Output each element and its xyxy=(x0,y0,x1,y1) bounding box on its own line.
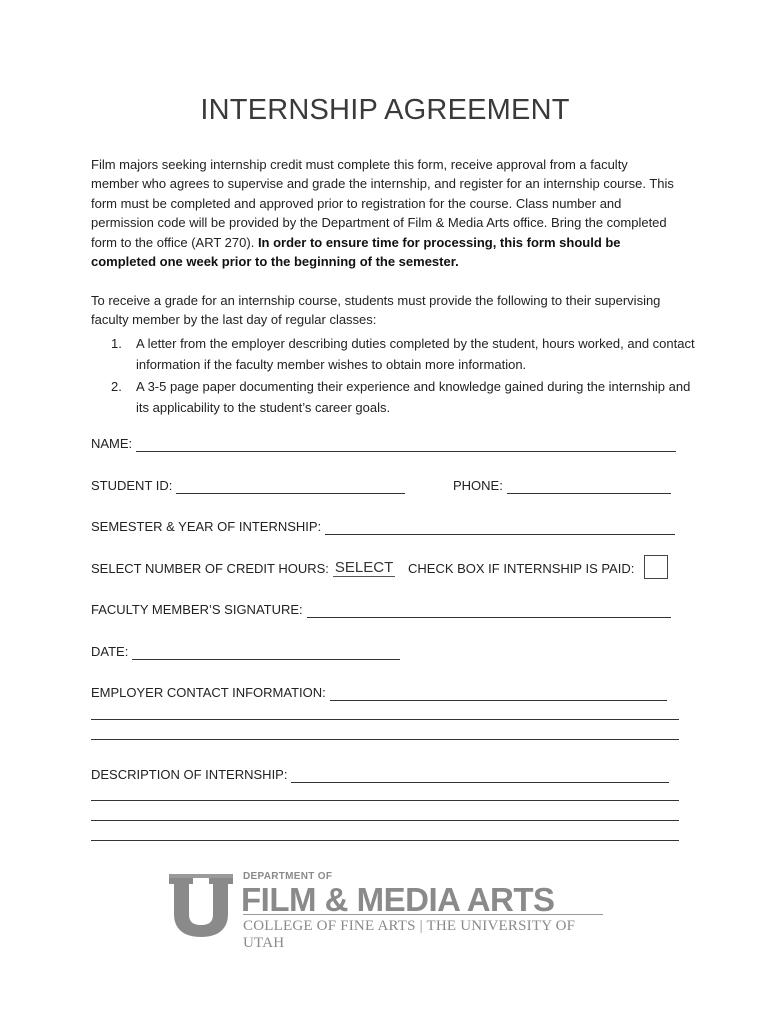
list-item xyxy=(111,333,704,375)
phone-input[interactable] xyxy=(507,481,671,494)
phone-label: PHONE: xyxy=(453,478,503,493)
signature-label: FACULTY MEMBER’S SIGNATURE: xyxy=(91,602,303,617)
intro-bold-text: In order to ensure time for processing, this form should be completed one week prior to the beginning of the semester. xyxy=(91,234,621,270)
intro-text: Film majors seeking internship credit must complete this form, receive approval from a faculty member who agrees to supervise and grade the internship, and register for an internship course. This form must be completed and approved prior to registration for the course. Class number and permission code will be provided by the Department of Film & Media Arts office. Bring the completed form to the office (ART 270). xyxy=(91,157,674,250)
description-line-3[interactable] xyxy=(91,820,679,821)
university-u-logo-icon xyxy=(167,870,235,940)
name-input[interactable] xyxy=(136,439,676,452)
paid-label: CHECK BOX IF INTERNSHIP IS PAID: xyxy=(408,561,635,576)
semester-field xyxy=(91,519,675,535)
logo-dept-text: DEPARTMENT OF xyxy=(243,871,333,882)
logo-college-text: COLLEGE OF FINE ARTS | THE UNIVERSITY OF UTAH xyxy=(243,918,576,951)
signature-input[interactable] xyxy=(307,605,671,618)
list-item xyxy=(111,376,704,418)
description-line-4[interactable] xyxy=(91,840,679,841)
list-item-text: A letter from the employer describing duties completed by the student, hours worked, and contact information if the faculty member wishes to obtain more information. xyxy=(136,336,695,372)
student-id-label: STUDENT ID: xyxy=(91,478,173,493)
credit-hours-select[interactable]: SELECT xyxy=(334,559,394,576)
employer-contact-line-2[interactable] xyxy=(91,719,679,720)
department-logo xyxy=(167,868,607,951)
logo-divider xyxy=(243,914,603,915)
student-id-input[interactable] xyxy=(176,481,405,494)
date-field xyxy=(91,644,400,660)
description-line-2[interactable] xyxy=(91,800,679,801)
employer-contact-line-3[interactable] xyxy=(91,739,679,740)
employer-contact-field xyxy=(91,685,667,701)
description-field xyxy=(91,767,669,783)
logo-name-text: FILM & MEDIA ARTS xyxy=(241,881,555,918)
paid-field xyxy=(408,561,634,577)
description-input[interactable] xyxy=(291,770,669,783)
signature-field xyxy=(91,602,671,618)
list-item-number: 1. xyxy=(111,336,122,351)
semester-input[interactable] xyxy=(325,522,675,535)
description-label: DESCRIPTION OF INTERNSHIP: xyxy=(91,767,288,782)
name-field xyxy=(91,436,676,452)
date-input[interactable] xyxy=(132,647,400,660)
student-id-field xyxy=(91,478,405,494)
credit-hours-label: SELECT NUMBER OF CREDIT HOURS: xyxy=(91,561,329,576)
paid-checkbox[interactable] xyxy=(644,555,668,579)
phone-field xyxy=(453,478,671,494)
page-title: INTERNSHIP AGREEMENT xyxy=(200,94,570,126)
date-label: DATE: xyxy=(91,644,129,659)
employer-contact-input[interactable] xyxy=(330,688,667,701)
credit-hours-field xyxy=(91,560,395,577)
name-label: NAME: xyxy=(91,436,133,451)
employer-contact-label: EMPLOYER CONTACT INFORMATION: xyxy=(91,685,326,700)
list-item-number: 2. xyxy=(111,379,122,394)
semester-label: SEMESTER & YEAR OF INTERNSHIP: xyxy=(91,519,322,534)
intro-paragraph xyxy=(91,155,679,271)
requirements-lead: To receive a grade for an internship course, students must provide the following to their supervising faculty member by the last day of regular classes: xyxy=(91,293,661,328)
list-item-text: A 3-5 page paper documenting their experience and knowledge gained during the internship and its applicability to the student’s career goals. xyxy=(136,379,691,415)
